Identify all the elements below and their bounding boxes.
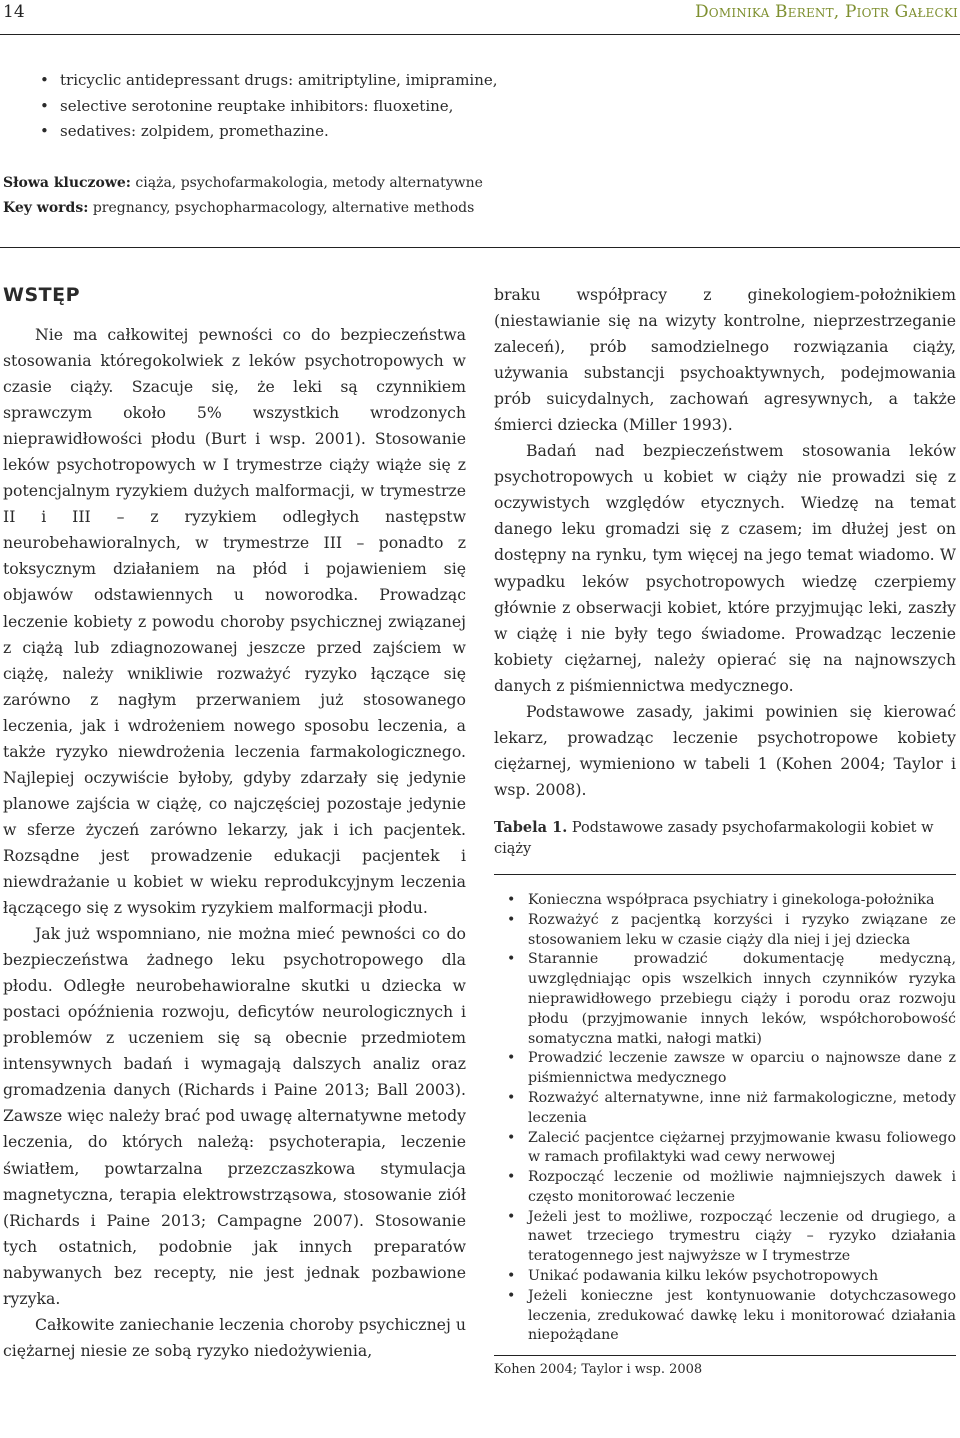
paragraph: Badań nad bezpieczeństwem stosowania leków psychotropowych u kobiet w ciąży nie prowadzi się z oczywistych względów etycznych. Wiedzę na temat danego leku gromadzi się z czasem; im dłużej jest on dostępny na rynku, tym więcej na jego temat wiadomo. W wypadku leków psychotropowych wiedzę czerpiemy głównie z obserwacji kobiet, które przyjmując leki, zaszły w ciążę i nie były tego świadome. Prowadząc leczenie kobiety ciężarnej, należy opierać się na najnowszych danych z piśmiennictwa medycznego. [494,441,956,695]
header-divider [0,34,960,35]
table-item: • Rozważyć alternatywne, inne niż farmakologiczne, metody leczenia [494,1089,956,1129]
keywords-pl-label: Słowa kluczowe: [3,175,131,191]
table-item: • Konieczna współpraca psychiatry i ginekologa-położnika [494,891,956,911]
table-item: • Rozpocząć leczenie od możliwie najmniejszych dawek i często monitorować leczenie [494,1168,956,1208]
table-item: • Prowadzić leczenie zawsze w oparciu o najnowsze dane z piśmiennictwa medycznego [494,1049,956,1089]
keywords-en [3,196,943,221]
table-item: • Zalecić pacjentce ciężarnej przyjmowanie kwasu foliowego w ramach profilaktyki wad cewy nerwowej [494,1129,956,1169]
page-number: 14 [3,2,25,22]
table-caption-text: Podstawowe zasady psychofarmakologii kobiet w ciąży [494,819,934,857]
table-bottom-rule [494,1355,956,1356]
table-label: Tabela 1. [494,818,568,836]
paragraph: Nie ma całkowitej pewności co do bezpieczeństwa stosowania któregokolwiek z leków psychotropowych w czasie ciąży. Szacuje się, że leki są czynnikiem sprawczym około 5% wszystkich wrodzonych nieprawidłowości płodu (Burt i wsp. 2001). Stosowanie leków psychotropowych w I trymestrze ciąży wiąże się z potencjalnym ryzykiem dużych malformacji, w trymestrze II i III – z ryzykiem odległych następstw neurobehawioralnych, w trymestrze III – ponadto z toksycznym działaniem na płód i pojawieniem się objawów odstawiennych u noworodka. Prowadząc leczenie kobiety z powodu choroby psychicznej związanej z ciążą lub zdiagnozowanej jeszcze przed zajściem w ciążę, należy wnikliwie rozważyć ryzyko łączące się zarówno z nagłym przerwaniem już stosowanego leczenia, jak i wdrożeniem nowego sposobu leczenia, a także ryzyko niewdrożenia leczenia farmakologicznego. Najlepiej oczywiście byłoby, gdyby zdarzały się jedynie planowe zajścia w ciążę, co najczęściej pozostaje jedynie w sferze życzeń zarówno lekarzy, jak i ich pacjentek. Rozsądne jest prowadzenie edukacji pacjentek i niewdrażanie u kobiet w wieku reprodukcyjnym leczenia łączącego się z wysokim ryzykiem malformacji płodu. [3,325,466,918]
section-heading: WSTĘP [3,284,81,306]
table-caption [494,817,956,860]
list-item: • sedatives: zolpidem, promethazine. [40,119,498,145]
table-1 [494,817,956,1377]
table-source: Kohen 2004; Taylor i wsp. 2008 [494,1362,703,1378]
table-top-rule [494,874,956,875]
table-item-list [494,891,956,1346]
keywords-block [3,171,943,221]
keywords-pl-text: ciąża, psychofarmakologia, metody alternatywne [135,175,483,191]
paragraph: Całkowite zaniechanie leczenia choroby psychicznej u ciężarnej niesie ze sobą ryzyko niedożywienia, [3,1314,466,1360]
section-divider [0,247,960,248]
table-item: • Jeżeli konieczne jest kontynuowanie dotychczasowego leczenia, zredukować dawkę leku i monitorować działania niepożądane [494,1287,956,1346]
list-item: • tricyclic antidepressant drugs: amitriptyline, imipramine, [40,68,498,94]
paragraph: Jak już wspomniano, nie można mieć pewności co do bezpieczeństwa żadnego leku psychotropowego dla płodu. Odległe neurobehawioralne skutki u dziecka w postaci opóźnienia rozwoju, deficytów neurologicznych i problemów z uczeniem się są obecnie przedmiotem intensywnych badań i wymagają dalszych analiz oraz gromadzenia danych (Richards i Paine 2013; Ball 2003). Zawsze więc należy brać pod uwagę alternatywne metody leczenia, do których należą: psychoterapia, leczenie światłem, powtarzalna przezczaszkowa stymulacja magnetyczna, terapia elektrowstrząsowa, stosowanie ziół (Richards i Paine 2013; Campagne 2007). Stosowanie tych ostatnich, podobnie jak innych preparatów nabywanych bez recepty, nie jest jednak pozbawione ryzyka. [3,924,466,1308]
keywords-en-text: pregnancy, psychopharmacology, alternative methods [92,200,475,216]
list-item: • selective serotonine reuptake inhibitors: fluoxetine, [40,94,498,120]
abstract-bullet-list [40,68,498,145]
keywords-pl [3,171,943,196]
left-column [3,282,466,1364]
table-item: • Starannie prowadzić dokumentację medyczną, uwzględniając opis wszelkich innych czynników ryzyka nieprawidłowego przebiegu ciąży i porodu oraz rozwoju płodu (przyjmowanie innych leków, współchorobowość somatyczna matki, nałogi matki) [494,950,956,1049]
running-head-authors: Dominika Berent, Piotr Gałecki [694,2,958,22]
table-item: • Jeżeli jest to możliwe, rozpocząć leczenie od drugiego, a nawet trzeciego trymestru ciąży – ryzyko działania teratogennego jest najwyższe w I trymestrze [494,1208,956,1267]
right-column [494,282,956,1377]
keywords-en-label: Key words: [3,200,89,216]
paragraph: braku współpracy z ginekologiem-położnikiem (niestawianie się na wizyty kontrolne, nieprzestrzeganie zaleceń), prób samodzielnego rozwiązania ciąży, używania substancji psychoaktywnych, podejmowania prób suicydalnych, zachowań agresywnych, a także śmierci dziecka (Miller 1993). [494,285,956,435]
table-item: • Unikać podawania kilku leków psychotropowych [494,1267,956,1287]
paragraph: Podstawowe zasady, jakimi powinien się kierować lekarz, prowadząc leczenie psychotropowe kobiety ciężarnej, wymieniono w tabeli 1 (Kohen 2004; Taylor i wsp. 2008). [494,701,956,799]
table-item: • Rozważyć z pacjentką korzyści i ryzyko związane ze stosowaniem leku w czasie ciąży dla niej i jej dziecka [494,911,956,951]
